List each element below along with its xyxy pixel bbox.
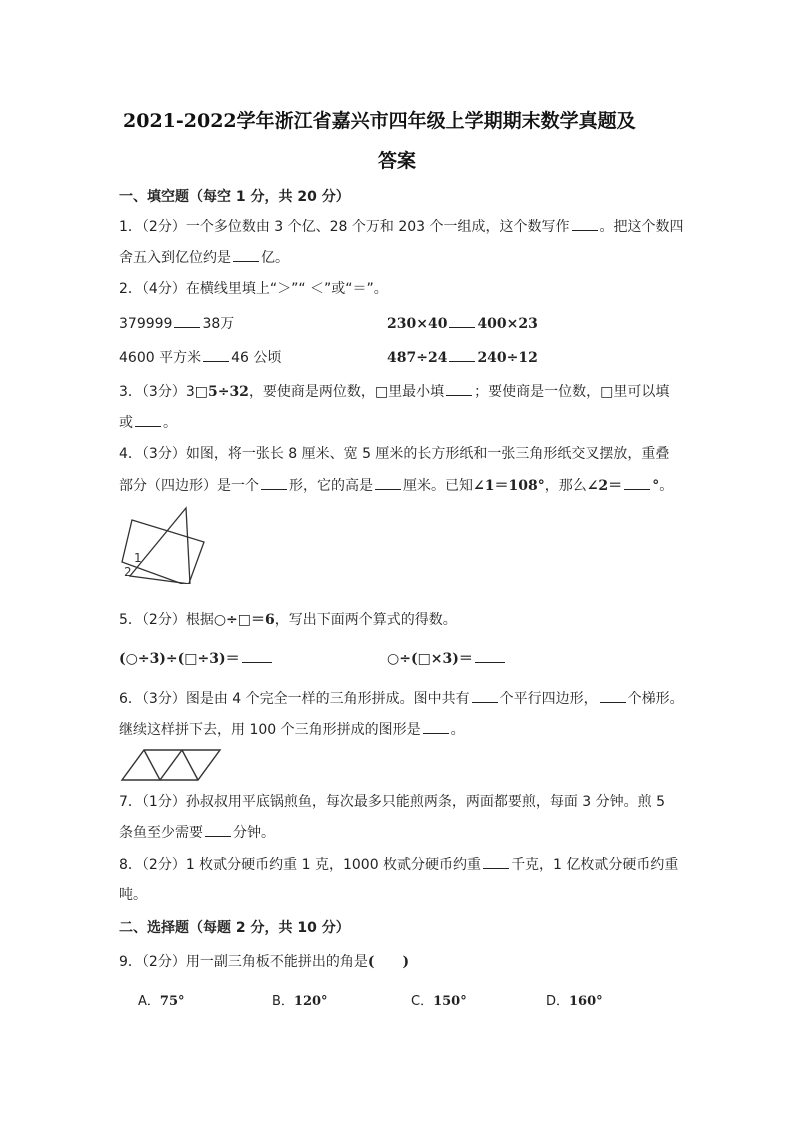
answer-blank[interactable] [600, 688, 626, 703]
choice-a[interactable] [138, 990, 185, 1009]
choice-letter: A． [138, 994, 160, 1009]
answer-blank[interactable] [472, 688, 498, 703]
four-triangles-figure [120, 748, 224, 782]
question-2-item-3 [119, 347, 281, 368]
q5-text: 5．（2分）根据 [119, 612, 214, 628]
question-9-stem [119, 952, 409, 972]
question-5-line1 [119, 610, 457, 630]
q1-text: 。把这个数四 [599, 219, 684, 235]
question-3-line1 [119, 381, 669, 402]
q2-expr: 400×23 [477, 316, 538, 332]
q3-text: 里可以填 [613, 384, 670, 400]
choice-value: 75° [159, 994, 185, 1009]
q2-expr: 230×40 [387, 316, 448, 332]
q5-expr: (○÷3)÷(□÷3)＝ [119, 651, 240, 667]
q2-text: 379999 [119, 316, 173, 332]
q3-text: 里最小填 [388, 384, 445, 400]
q4-text: 部分（四边形）是一个 [119, 478, 259, 494]
question-1-line1 [119, 216, 684, 237]
question-4-line2 [119, 475, 673, 496]
q7-text: 条鱼至少需要 [119, 825, 203, 841]
triangle-divider [144, 750, 160, 780]
answer-blank[interactable] [261, 475, 287, 490]
degree-sign: ° [652, 478, 660, 494]
choice-value: 150° [433, 994, 467, 1009]
q4-text: 。 [659, 478, 674, 494]
q4-text: 厘米。已知 [403, 478, 473, 494]
angle-2-label: ∠2＝ [586, 478, 623, 494]
angle-1-value: ∠1＝108° [473, 478, 545, 494]
question-6-line1 [119, 688, 684, 709]
answer-blank[interactable] [449, 313, 475, 328]
question-2-item-4 [387, 347, 538, 368]
question-2-intro: 2．（4分）在横线里填上“＞”“ ＜”或“＝”。 [119, 281, 388, 297]
choice-c[interactable] [411, 990, 467, 1009]
q5-expr: ○÷□＝6 [213, 612, 275, 628]
angle-1-label: 1 [134, 551, 142, 565]
q6-text: 。 [450, 722, 465, 738]
choice-letter: B． [272, 994, 294, 1009]
q4-text: ，那么 [544, 478, 587, 494]
q3-expr: 5÷32 [207, 384, 249, 400]
choice-d[interactable] [546, 990, 603, 1009]
q2-text: 38万 [202, 316, 235, 332]
answer-blank[interactable] [624, 475, 650, 490]
choice-letter: C． [411, 994, 434, 1009]
answer-blank[interactable] [475, 648, 505, 663]
answer-blank[interactable] [203, 347, 229, 362]
q1-text: 1．（2分）一个多位数由 3 个亿、28 个万和 203 个一组成，这个数写作 [119, 219, 570, 235]
q6-text: 6．（3分）图是由 4 个完全一样的三角形拼成。图中共有 [119, 691, 470, 707]
question-4-line1: 4．（3分）如图，将一张长 8 厘米、宽 5 厘米的长方形纸和一张三角形纸交叉摆放，重叠 [119, 446, 670, 462]
page-title-line1: 2021-2022学年浙江省嘉兴市四年级上学期期末数学真题及 [123, 110, 636, 132]
triangle-divider [160, 750, 182, 780]
q8-text: 千克，1 亿枚贰分硬币约重 [511, 857, 679, 873]
question-5-expr-2 [387, 648, 507, 669]
q3-text: ；要使商是一位数， [474, 384, 601, 400]
q3-text: 3．（3分）3 [119, 384, 195, 400]
question-7-line1: 7．（1分）孙叔叔用平底锅煎鱼，每次最多只能煎两条，两面都要煎，每面 3 分钟。煎 5 [119, 794, 665, 810]
q5-text: ，写出下面两个算式的得数。 [274, 612, 457, 628]
answer-blank[interactable] [205, 822, 231, 837]
answer-blank[interactable] [449, 347, 475, 362]
square-box-icon: □ [600, 384, 614, 400]
page-title-line2: 答案 [378, 150, 417, 172]
answer-blank[interactable] [174, 313, 200, 328]
square-box-icon: □ [374, 384, 389, 400]
q6-text: 个梯形。 [627, 691, 684, 707]
q6-text: 继续这样拼下去，用 100 个三角形拼成的图形是 [119, 722, 421, 738]
question-8-line2: 吨。 [119, 887, 147, 903]
answer-blank[interactable] [572, 216, 598, 231]
q9-text: 9．（2分）用一副三角板不能拼出的角是 [119, 954, 368, 970]
question-3-line2 [119, 412, 177, 433]
section-heading-multiple-choice: 二、选择题（每题 2 分，共 10 分） [119, 920, 350, 936]
q6-text: 个平行四边形， [499, 691, 598, 707]
answer-blank[interactable] [375, 475, 401, 490]
q3-text: 。 [163, 415, 177, 431]
answer-blank[interactable] [233, 247, 259, 262]
answer-blank[interactable] [242, 648, 272, 663]
q2-text: 4600 平方米 [119, 350, 202, 366]
question-7-line2 [119, 822, 275, 843]
answer-blank[interactable] [135, 412, 161, 427]
question-2-item-2 [387, 313, 538, 334]
section-heading-fill-blank: 一、填空题（每空 1 分，共 20 分） [119, 189, 350, 205]
question-8-line1 [119, 854, 678, 875]
triangle-shape [130, 508, 190, 584]
q2-text: 46 公顷 [231, 350, 282, 366]
triangle-divider [182, 750, 198, 780]
answer-blank[interactable] [483, 854, 509, 869]
answer-blank[interactable] [446, 381, 472, 396]
question-6-line2 [119, 719, 465, 740]
q8-text: 8．（2分）1 枚贰分硬币约重 1 克，1000 枚贰分硬币约重 [119, 857, 482, 873]
q4-text: 形，它的高是 [289, 478, 373, 494]
q2-expr: 487÷24 [387, 350, 448, 366]
answer-paren[interactable]: ( ) [367, 954, 410, 970]
choice-value: 120° [293, 994, 328, 1009]
rectangle-triangle-overlap-figure [118, 506, 210, 584]
question-5-expr-1 [119, 648, 274, 669]
choice-b[interactable] [272, 990, 328, 1009]
q7-text: 分钟。 [233, 825, 275, 841]
angle-2-figure-label: 2 [124, 565, 132, 579]
q5-expr: ○÷(□×3)＝ [387, 651, 473, 667]
q3-text: ，要使商是两位数， [248, 384, 375, 400]
answer-blank[interactable] [423, 719, 449, 734]
square-box-icon: □ [194, 384, 208, 400]
choice-value: 160° [569, 994, 603, 1009]
choice-letter: D． [546, 994, 570, 1009]
question-1-line2 [119, 247, 289, 268]
q1-text: 舍五入到亿位约是 [119, 250, 231, 266]
q2-expr: 240÷12 [477, 350, 538, 366]
q1-text: 亿。 [261, 250, 289, 266]
q3-text: 或 [119, 415, 133, 431]
question-2-item-1 [119, 313, 234, 334]
